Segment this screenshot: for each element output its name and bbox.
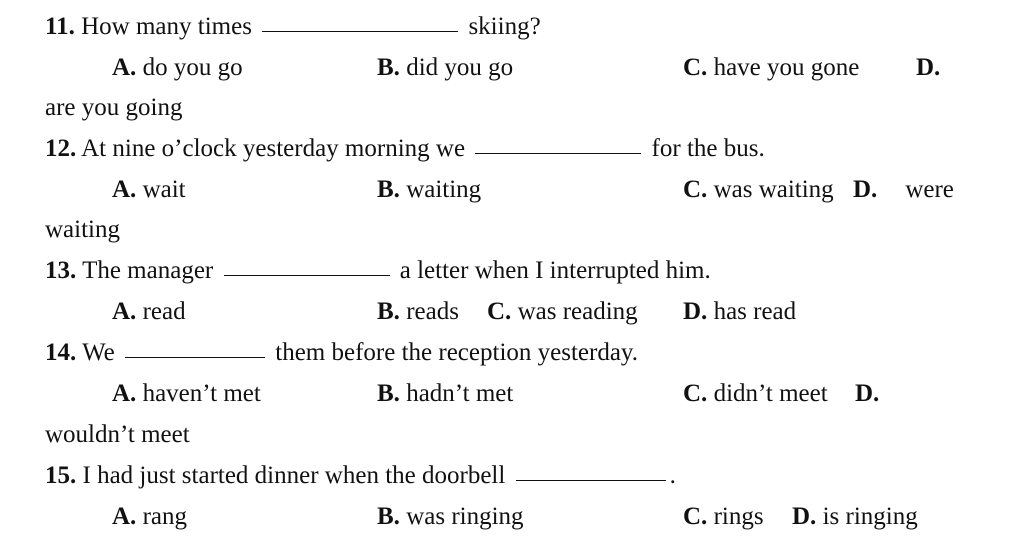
answer-blank — [125, 356, 265, 358]
answer-blank — [516, 479, 666, 481]
question-text-after: a letter when I interrupted him. — [399, 257, 711, 284]
option-d: D. were — [853, 176, 954, 203]
question-15-stem — [45, 461, 676, 491]
question-text-after: skiing? — [468, 13, 541, 40]
question-13-stem — [45, 256, 711, 286]
option-b: B. did you go — [377, 54, 514, 81]
option-b: B. was ringing — [377, 503, 524, 530]
question-12-stem — [45, 134, 765, 164]
option-b: B. hadn’t met — [377, 380, 514, 407]
option-d: D. has read — [683, 298, 797, 325]
option-a: A. read — [112, 298, 186, 325]
question-text-before: How many times — [81, 13, 252, 40]
question-number: 11. — [45, 13, 75, 40]
question-text-before: The manager — [82, 257, 214, 284]
option-a: A. haven’t met — [112, 380, 261, 407]
answer-blank — [475, 152, 641, 154]
option-d: D. is ringing — [792, 503, 918, 530]
question-number: 14. — [45, 339, 77, 366]
option-d: D. — [916, 54, 941, 81]
question-11-stem — [45, 12, 541, 42]
option-d-continuation: waiting — [45, 216, 120, 243]
option-a: A. rang — [112, 503, 187, 530]
question-text-after: them before the reception yesterday. — [275, 339, 639, 366]
option-d-text: wouldn’t meet — [45, 421, 190, 448]
question-number: 13. — [45, 257, 77, 284]
option-b: B. reads — [377, 298, 459, 325]
question-text-before: We — [82, 339, 115, 366]
answer-blank — [262, 30, 458, 32]
option-c: C. have you gone — [683, 54, 860, 81]
question-text-before: At nine o’clock yesterday morning we — [81, 135, 466, 162]
question-text-after: for the bus. — [651, 135, 765, 162]
option-c: C. was waiting — [683, 176, 834, 203]
option-b: B. waiting — [377, 176, 482, 203]
option-c: C. didn’t meet — [683, 380, 828, 407]
answer-blank — [224, 274, 390, 276]
option-a: A. wait — [112, 176, 186, 203]
question-text-before: I had just started dinner when the doorbell — [82, 462, 506, 489]
option-c: C. rings — [683, 503, 764, 530]
question-number: 15. — [45, 462, 77, 489]
question-number: 12. — [45, 135, 77, 162]
option-c: C. was reading — [487, 298, 638, 325]
option-a: A. do you go — [112, 54, 243, 81]
option-d-text: are you going — [45, 94, 183, 121]
option-d: D. — [855, 380, 880, 407]
question-text-after: . — [669, 462, 676, 489]
question-14-stem — [45, 338, 638, 368]
